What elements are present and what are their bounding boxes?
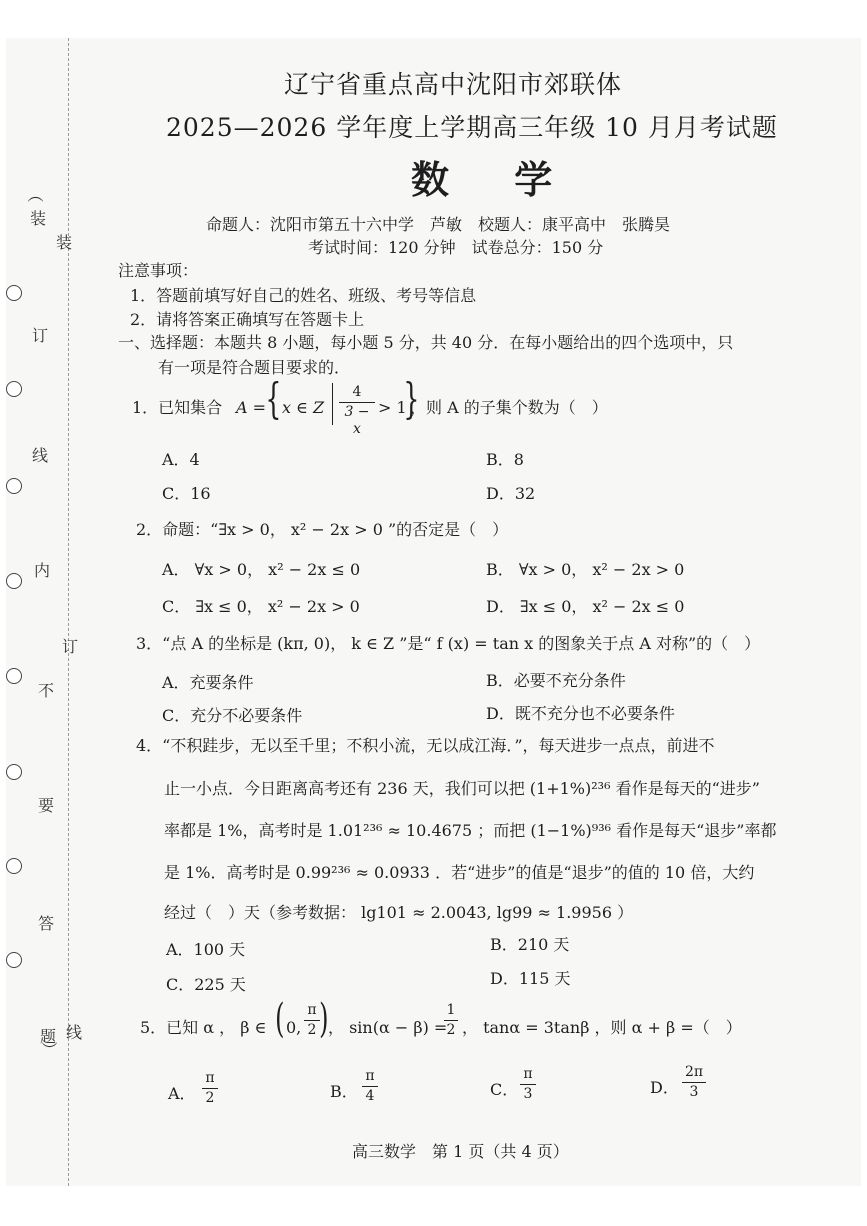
binding-char: 线	[32, 446, 49, 465]
binding-inner-char: 装	[56, 233, 73, 252]
q1-gt: > 1	[378, 398, 407, 417]
binding-hole	[6, 764, 22, 780]
q5-option-den: 3	[523, 1086, 533, 1102]
q2-option-b[interactable]: B． ∀x > 0， x² − 2x > 0	[486, 560, 685, 579]
q1-fraction	[339, 384, 375, 438]
q5-option-frac	[362, 1068, 378, 1105]
q5-option-num: π	[365, 1068, 375, 1084]
q3-option-a[interactable]: A．充要条件	[162, 673, 254, 692]
q5-interval-start: 0,	[286, 1018, 302, 1037]
q4-line: 止一小点．今日距离高考还有 236 天，我们可以把 (1+1%)²³⁶ 看作是每天的“进步”	[164, 779, 760, 798]
binding-char: 要	[38, 796, 55, 815]
q5-option-num: π	[523, 1066, 533, 1082]
binding-hole	[6, 381, 22, 397]
q3-option-c[interactable]: C．充分不必要条件	[162, 706, 303, 725]
section-heading-cont: 有一项是符合题目要求的．	[158, 358, 351, 377]
q2-option-a[interactable]: A． ∀x > 0， x² − 2x ≤ 0	[162, 560, 361, 579]
q5-option-den: 2	[205, 1090, 215, 1106]
q5-pi-over-2	[304, 1002, 320, 1039]
q1-option-b[interactable]: B．8	[486, 450, 524, 469]
binding-hole	[6, 573, 22, 589]
binding-char: 订	[32, 326, 49, 345]
q1-frac-num: 4	[352, 384, 362, 400]
q1-lead: 1．已知集合	[132, 398, 223, 417]
q5-mid: ， sin(α − β) =	[328, 1018, 448, 1037]
section-heading: 一、选择题：本题共 8 小题，每小题 5 分，共 40 分．在每小题给出的四个选项中，只	[118, 333, 734, 352]
q2-stem: 2．命题：“∃x > 0， x² − 2x > 0 ”的否定是（ ）	[136, 520, 509, 539]
q5-option-frac	[682, 1064, 706, 1101]
q5-paren-close: )	[319, 996, 329, 1042]
binding-hole	[6, 478, 22, 494]
binding-paren-open: （	[25, 186, 45, 203]
binding-char: 装	[30, 209, 47, 228]
q1-brace-open: {	[265, 374, 282, 423]
q1-option-c[interactable]: C．16	[162, 484, 211, 503]
binding-char: 答	[38, 914, 55, 933]
q5-one-half	[444, 1002, 458, 1039]
exam-authors: 命题人：沈阳市第五十六中学 芦敏 校题人：康平高中 张腾昊	[206, 215, 671, 234]
exam-info: 考试时间：120 分钟 试卷总分：150 分	[308, 238, 604, 257]
q5-option-num: π	[205, 1070, 215, 1086]
q1-tail: ，则 A 的子集个数为（ ）	[410, 398, 608, 417]
q5-option-label: A．	[168, 1084, 196, 1103]
q5-option-frac	[520, 1066, 536, 1103]
q5-frac-num: 1	[446, 1002, 456, 1018]
q1-frac-den: 3 − x	[344, 404, 370, 437]
q2-option-d[interactable]: D． ∃x ≤ 0， x² − 2x ≤ 0	[486, 597, 685, 616]
q4-line: 率都是 1%，高考时是 1.01²³⁶ ≈ 10.4675 ；而把 (1−1%)⁹³⁶ 看作是每天“退步”率都	[164, 821, 777, 840]
q5-tail: ， tanα = 3tanβ ，则 α + β =（ ）	[462, 1018, 742, 1037]
binding-char: 题	[40, 1027, 57, 1046]
notes-heading: 注意事项：	[118, 261, 199, 280]
binding-inner-char: 订	[62, 637, 79, 656]
q5-option-label: D．	[650, 1078, 679, 1097]
q4-option-d[interactable]: D．115 天	[490, 969, 571, 988]
q1-set-var: x ∈ Z	[282, 398, 325, 417]
exam-title-line2: 2025—2026 学年度上学期高三年级 10 月月考试题	[166, 113, 778, 142]
binding-hole	[6, 668, 22, 684]
binding-line	[68, 38, 69, 1186]
q2-option-c[interactable]: C． ∃x ≤ 0， x² − 2x > 0	[162, 597, 360, 616]
q5-frac-den: 2	[446, 1022, 456, 1038]
q1-option-a[interactable]: A．4	[162, 450, 200, 469]
binding-paren-close: ）	[39, 1041, 59, 1058]
binding-char: 内	[34, 561, 51, 580]
exam-title-line1: 辽宁省重点高中沈阳市郊联体	[284, 70, 623, 99]
q1-option-d[interactable]: D．32	[486, 484, 536, 503]
q5-paren-open: (	[275, 996, 285, 1042]
q5-frac-den: 2	[307, 1022, 317, 1038]
notes-item: 1．答题前填写好自己的姓名、班级、考号等信息	[130, 286, 477, 305]
page-footer: 高三数学 第 1 页（共 4 页）	[352, 1142, 569, 1161]
q4-option-c[interactable]: C．225 天	[166, 975, 246, 994]
q5-option-den: 3	[689, 1084, 699, 1100]
q5-option-frac	[202, 1070, 218, 1107]
q5-option-den: 4	[365, 1088, 375, 1104]
q5-option-label: B．	[330, 1082, 358, 1101]
q1-brace-close: }	[403, 374, 420, 423]
q5-option-num: 2π	[684, 1064, 704, 1080]
notes-item: 2．请将答案正确填写在答题卡上	[130, 310, 365, 329]
q4-line: 经过（ ）天（参考数据： lg101 ≈ 2.0043, lg99 ≈ 1.9956 ）	[164, 903, 634, 922]
exam-sheet	[6, 38, 861, 1186]
q4-option-a[interactable]: A．100 天	[166, 940, 246, 959]
binding-hole	[6, 952, 22, 968]
q4-option-b[interactable]: B．210 天	[490, 935, 570, 954]
q5-frac-num: π	[307, 1002, 317, 1018]
binding-char: 不	[38, 681, 55, 700]
subject-title: 数 学	[411, 157, 579, 202]
q1-set-bar	[332, 383, 333, 425]
q4-line: 是 1%．高考时是 0.99²³⁶ ≈ 0.0933 ．若“进步”的值是“退步”的值的 10 倍，大约	[164, 863, 755, 882]
binding-hole	[6, 858, 22, 874]
q5-option-label: C．	[490, 1080, 519, 1099]
binding-hole	[6, 285, 22, 301]
q3-stem: 3．“点 A 的坐标是 (kπ, 0)， k ∈ Z ”是“ f (x) = tan x 的图象关于点 A 对称”的（ ）	[136, 634, 761, 653]
q5-lead: 5．已知 α ， β ∈	[140, 1018, 267, 1037]
q3-option-d[interactable]: D．既不充分也不必要条件	[486, 704, 675, 723]
binding-inner-char: 线	[66, 1023, 83, 1042]
q1-set-lhs: A =	[236, 398, 267, 417]
q4-line: 4．“不积跬步，无以至千里；不积小流，无以成江海．”，每天进步一点点，前进不	[136, 736, 715, 755]
q3-option-b[interactable]: B．必要不充分条件	[486, 671, 626, 690]
